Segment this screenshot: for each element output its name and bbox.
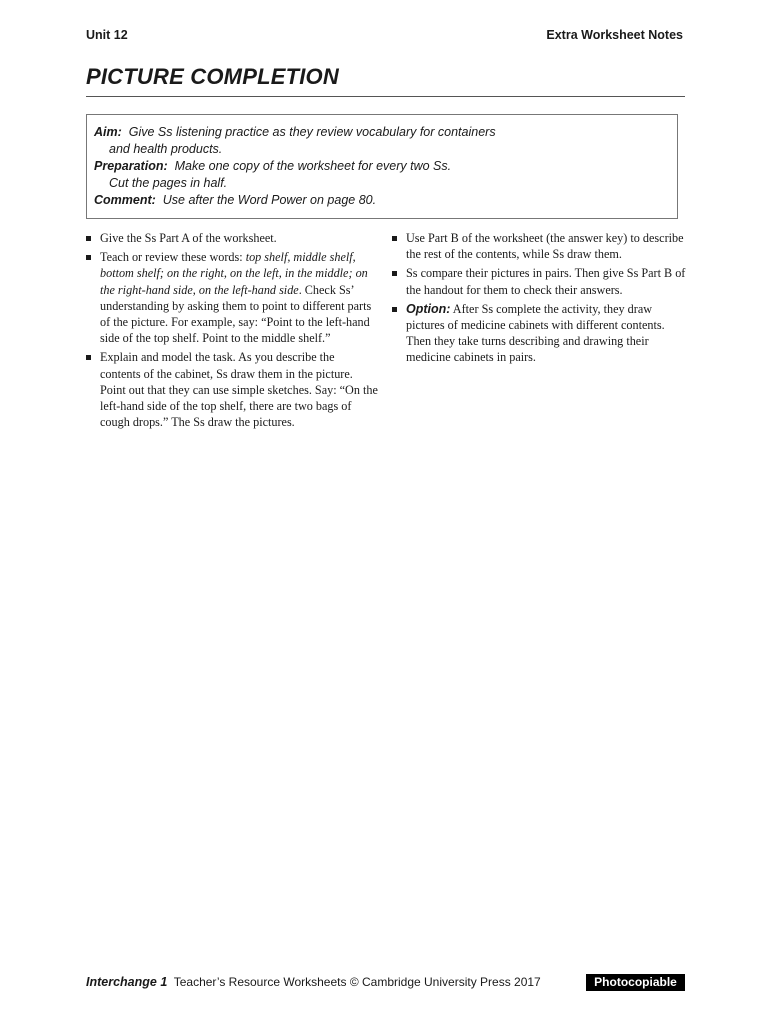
list-item <box>86 249 378 346</box>
page-title: PICTURE COMPLETION <box>86 64 339 89</box>
left-bullet-list <box>86 230 378 430</box>
left-column <box>86 230 378 433</box>
list-item-text: Ss compare their pictures in pairs. Then give Ss Part B of the handout for them to check their answers. <box>406 266 686 297</box>
preparation-text: Make one copy of the worksheet for every two Ss. <box>174 159 452 173</box>
aim-box <box>86 114 678 219</box>
comment-label: Comment: <box>94 193 156 207</box>
page-header <box>86 28 683 42</box>
page-footer <box>86 975 541 989</box>
comment-text: Use after the Word Power on page 80. <box>162 193 377 207</box>
preparation-row <box>94 158 677 175</box>
list-item <box>392 265 686 297</box>
list-item-text: Explain and model the task. As you describe the contents of the cabinet, Ss draw them in the picture. Point out that they can use simple sketches. Say: “On the left-hand side of the top shelf, there are two bags of cough drops.” The Ss draw the pictures. <box>100 350 378 430</box>
square-bullet-icon <box>392 236 397 241</box>
square-bullet-icon <box>86 355 91 360</box>
right-column <box>392 230 686 369</box>
option-label: Option: <box>406 301 451 316</box>
list-item <box>392 230 686 262</box>
vocabulary-words: top shelf, middle shelf, bottom shelf; on the right, on the left, in the middle; on the right-hand side, on the left-hand side <box>100 250 368 297</box>
section-label: Extra Worksheet Notes <box>546 28 683 42</box>
footer-brand: Interchange 1 <box>86 975 168 989</box>
unit-label: Unit 12 <box>86 28 128 42</box>
list-item-text: After Ss complete the activity, they draw pictures of medicine cabinets with different contents. Then they take turns describing and drawing their medicine cabinets in pairs. <box>406 301 665 365</box>
preparation-text-continued: Cut the pages in half. <box>109 176 228 190</box>
aim-row <box>94 124 677 141</box>
title-divider <box>86 96 685 97</box>
list-item <box>392 301 686 366</box>
aim-label: Aim: <box>94 125 122 139</box>
preparation-label: Preparation: <box>94 159 168 173</box>
square-bullet-icon <box>86 236 91 241</box>
list-item-text: Use Part B of the worksheet (the answer key) to describe the rest of the contents, while Ss draw them. <box>406 231 684 262</box>
list-item-text: Teach or review these words: <box>100 250 246 265</box>
photocopiable-badge: Photocopiable <box>586 974 685 991</box>
list-item <box>86 230 378 246</box>
square-bullet-icon <box>392 307 397 312</box>
list-item-text: Give the Ss Part A of the worksheet. <box>100 231 277 245</box>
list-item-text: . Check Ss’ understanding by asking them to point to different parts of the picture. For example, say: “Point to the left-hand side of the top shelf. Point to the middle shelf.” <box>100 282 372 346</box>
square-bullet-icon <box>86 255 91 260</box>
right-bullet-list <box>392 230 686 366</box>
aim-text: Give Ss listening practice as they review vocabulary for containers <box>128 125 496 139</box>
aim-text-continued: and health products. <box>109 142 223 156</box>
footer-copyright: Teacher’s Resource Worksheets © Cambridge University Press 2017 <box>173 975 541 989</box>
square-bullet-icon <box>392 271 397 276</box>
comment-row <box>94 192 677 209</box>
list-item <box>86 349 378 430</box>
